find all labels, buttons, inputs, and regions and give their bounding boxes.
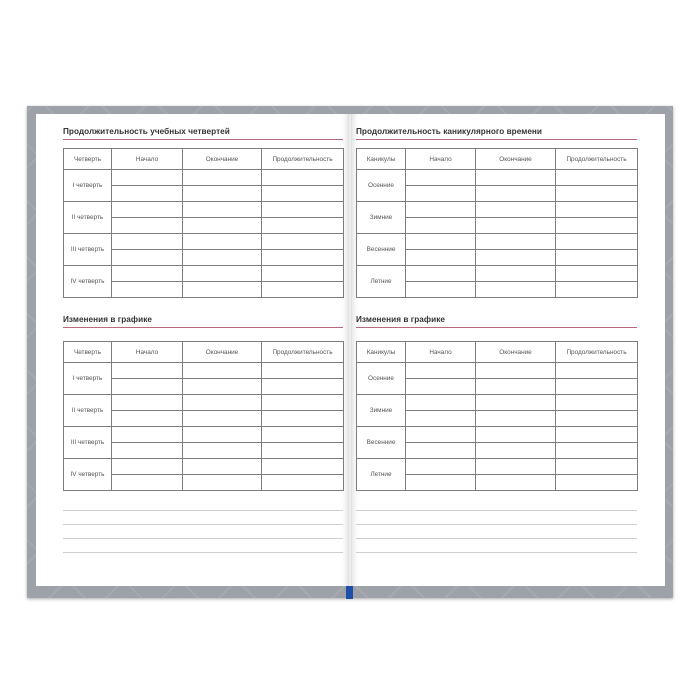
start-cell[interactable]: [112, 218, 183, 234]
start-cell[interactable]: [112, 443, 183, 459]
table-row: [64, 395, 344, 411]
end-cell[interactable]: [183, 170, 262, 186]
duration-cell[interactable]: [262, 266, 344, 282]
start-cell[interactable]: [406, 234, 476, 250]
start-cell[interactable]: [112, 186, 183, 202]
start-cell[interactable]: [112, 363, 183, 379]
duration-cell[interactable]: [262, 218, 344, 234]
start-cell[interactable]: [112, 475, 183, 491]
table-row: [357, 395, 638, 411]
end-cell[interactable]: [183, 266, 262, 282]
row-label: Весенние: [357, 234, 406, 266]
quarters-table: [63, 148, 344, 298]
table-row: [357, 170, 638, 186]
row-label: III четверть: [64, 234, 112, 266]
row-label: Осенние: [357, 170, 406, 202]
table-header-row: [64, 149, 344, 170]
end-cell[interactable]: [183, 475, 262, 491]
end-cell[interactable]: [183, 395, 262, 411]
column-header: Продолжительность: [262, 342, 344, 363]
section-title-holidays: Продолжительность каникулярного времени: [356, 127, 543, 136]
start-cell[interactable]: [406, 202, 476, 218]
table-row: [357, 363, 638, 379]
end-cell[interactable]: [476, 218, 556, 234]
start-cell[interactable]: [406, 411, 476, 427]
bookmark-ribbon: [346, 585, 353, 599]
start-cell[interactable]: [112, 459, 183, 475]
row-label: Осенние: [357, 363, 406, 395]
duration-cell[interactable]: [262, 202, 344, 218]
column-header: Четверть: [64, 149, 112, 170]
start-cell[interactable]: [406, 379, 476, 395]
end-cell[interactable]: [476, 379, 556, 395]
column-header: Продолжительность: [262, 149, 344, 170]
duration-cell[interactable]: [556, 411, 638, 427]
duration-cell[interactable]: [556, 218, 638, 234]
duration-cell[interactable]: [262, 234, 344, 250]
start-cell[interactable]: [112, 379, 183, 395]
duration-cell[interactable]: [262, 363, 344, 379]
duration-cell[interactable]: [262, 186, 344, 202]
start-cell[interactable]: [406, 218, 476, 234]
start-cell[interactable]: [112, 411, 183, 427]
writing-line[interactable]: [356, 510, 637, 511]
table-row: [357, 202, 638, 218]
end-cell[interactable]: [183, 427, 262, 443]
column-header: Начало: [112, 149, 183, 170]
row-label: Зимние: [357, 202, 406, 234]
title-rule: [356, 327, 637, 328]
duration-cell[interactable]: [556, 363, 638, 379]
end-cell[interactable]: [476, 411, 556, 427]
duration-cell[interactable]: [556, 282, 638, 298]
end-cell[interactable]: [183, 363, 262, 379]
row-label: II четверть: [64, 202, 112, 234]
start-cell[interactable]: [406, 170, 476, 186]
start-cell[interactable]: [406, 475, 476, 491]
start-cell[interactable]: [112, 266, 183, 282]
title-rule: [63, 327, 343, 328]
table-header-row: [64, 342, 344, 363]
duration-cell[interactable]: [556, 234, 638, 250]
table-row: [64, 459, 344, 475]
end-cell[interactable]: [183, 186, 262, 202]
table-row: [357, 459, 638, 475]
table-row: [64, 266, 344, 282]
duration-cell[interactable]: [262, 282, 344, 298]
table-row: [64, 427, 344, 443]
start-cell[interactable]: [406, 427, 476, 443]
duration-cell[interactable]: [262, 459, 344, 475]
table-row: [357, 266, 638, 282]
title-rule: [356, 139, 637, 140]
holidays-changes-table: [356, 341, 638, 491]
table-header-row: [357, 149, 638, 170]
start-cell[interactable]: [112, 234, 183, 250]
holidays-table: [356, 148, 638, 298]
end-cell[interactable]: [183, 443, 262, 459]
end-cell[interactable]: [476, 443, 556, 459]
writing-line[interactable]: [63, 524, 343, 525]
end-cell[interactable]: [476, 427, 556, 443]
column-header: Окончание: [476, 149, 556, 170]
table-row: [357, 427, 638, 443]
duration-cell[interactable]: [262, 379, 344, 395]
start-cell[interactable]: [406, 186, 476, 202]
table-header-row: [357, 342, 638, 363]
table-row: [64, 170, 344, 186]
start-cell[interactable]: [406, 266, 476, 282]
start-cell[interactable]: [406, 363, 476, 379]
duration-cell[interactable]: [556, 202, 638, 218]
section-title-schedule-changes: Изменения в графике: [356, 315, 445, 324]
column-header: Продолжительность: [556, 149, 638, 170]
column-header: Каникулы: [357, 342, 406, 363]
row-label: Весенние: [357, 427, 406, 459]
row-label: I четверть: [64, 170, 112, 202]
writing-line[interactable]: [356, 552, 637, 553]
row-label: Зимние: [357, 395, 406, 427]
row-label: III четверть: [64, 427, 112, 459]
end-cell[interactable]: [183, 218, 262, 234]
start-cell[interactable]: [112, 170, 183, 186]
end-cell[interactable]: [183, 202, 262, 218]
duration-cell[interactable]: [262, 475, 344, 491]
end-cell[interactable]: [183, 282, 262, 298]
start-cell[interactable]: [112, 202, 183, 218]
duration-cell[interactable]: [556, 427, 638, 443]
duration-cell[interactable]: [262, 443, 344, 459]
row-label: I четверть: [64, 363, 112, 395]
duration-cell[interactable]: [556, 443, 638, 459]
end-cell[interactable]: [183, 234, 262, 250]
column-header: Окончание: [183, 149, 262, 170]
section-title-schedule-changes: Изменения в графике: [63, 315, 152, 324]
duration-cell[interactable]: [556, 395, 638, 411]
duration-cell[interactable]: [556, 475, 638, 491]
end-cell[interactable]: [476, 363, 556, 379]
duration-cell[interactable]: [556, 379, 638, 395]
start-cell[interactable]: [112, 427, 183, 443]
section-title-quarters: Продолжительность учебных четвертей: [63, 127, 230, 136]
end-cell[interactable]: [476, 170, 556, 186]
writing-line[interactable]: [63, 538, 343, 539]
column-header: Продолжительность: [556, 342, 638, 363]
end-cell[interactable]: [476, 475, 556, 491]
end-cell[interactable]: [476, 395, 556, 411]
column-header: Четверть: [64, 342, 112, 363]
end-cell[interactable]: [476, 266, 556, 282]
row-label: Летние: [357, 459, 406, 491]
start-cell[interactable]: [112, 282, 183, 298]
start-cell[interactable]: [406, 459, 476, 475]
start-cell[interactable]: [406, 282, 476, 298]
row-label: Летние: [357, 266, 406, 298]
writing-line[interactable]: [356, 538, 637, 539]
end-cell[interactable]: [476, 282, 556, 298]
page-gutter: [348, 114, 352, 586]
row-label: II четверть: [64, 395, 112, 427]
table-row: [64, 363, 344, 379]
start-cell[interactable]: [406, 250, 476, 266]
start-cell[interactable]: [406, 443, 476, 459]
duration-cell[interactable]: [262, 250, 344, 266]
table-row: [64, 202, 344, 218]
end-cell[interactable]: [183, 250, 262, 266]
end-cell[interactable]: [476, 186, 556, 202]
writing-line[interactable]: [63, 510, 343, 511]
duration-cell[interactable]: [556, 186, 638, 202]
end-cell[interactable]: [183, 459, 262, 475]
start-cell[interactable]: [406, 395, 476, 411]
title-rule: [63, 139, 343, 140]
column-header: Начало: [406, 342, 476, 363]
table-row: [64, 234, 344, 250]
writing-line[interactable]: [63, 552, 343, 553]
start-cell[interactable]: [112, 250, 183, 266]
duration-cell[interactable]: [262, 427, 344, 443]
column-header: Каникулы: [357, 149, 406, 170]
duration-cell[interactable]: [556, 459, 638, 475]
duration-cell[interactable]: [556, 170, 638, 186]
column-header: Окончание: [476, 342, 556, 363]
row-label: IV четверть: [64, 459, 112, 491]
duration-cell[interactable]: [262, 170, 344, 186]
end-cell[interactable]: [476, 202, 556, 218]
row-label: IV четверть: [64, 266, 112, 298]
quarters-changes-table: [63, 341, 344, 491]
table-row: [357, 234, 638, 250]
duration-cell[interactable]: [262, 395, 344, 411]
duration-cell[interactable]: [262, 411, 344, 427]
end-cell[interactable]: [183, 379, 262, 395]
writing-line[interactable]: [356, 524, 637, 525]
column-header: Начало: [112, 342, 183, 363]
start-cell[interactable]: [112, 395, 183, 411]
column-header: Окончание: [183, 342, 262, 363]
duration-cell[interactable]: [556, 266, 638, 282]
end-cell[interactable]: [476, 250, 556, 266]
end-cell[interactable]: [183, 411, 262, 427]
duration-cell[interactable]: [556, 250, 638, 266]
column-header: Начало: [406, 149, 476, 170]
end-cell[interactable]: [476, 234, 556, 250]
end-cell[interactable]: [476, 459, 556, 475]
